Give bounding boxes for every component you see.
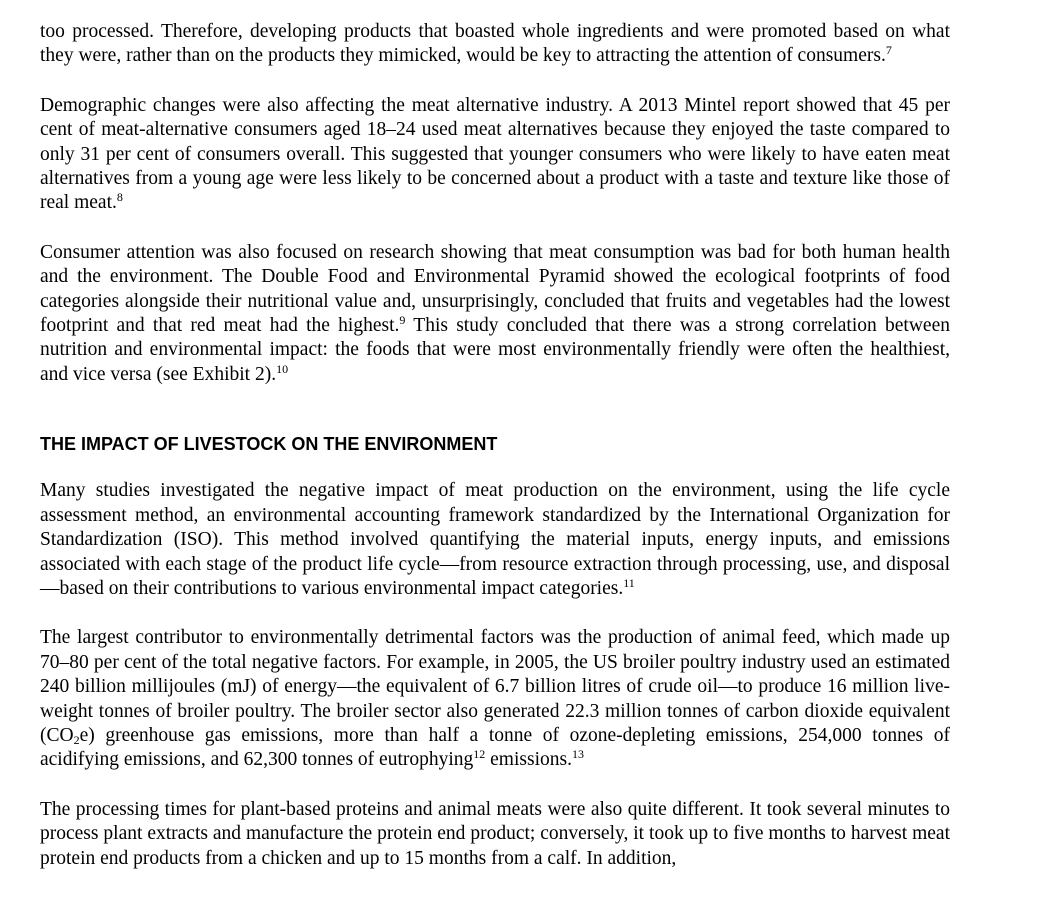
paragraph-text: emissions. [485, 749, 572, 771]
paragraph-text: too processed. Therefore, developing products that boasted whole ingredients and were promoted based on what they were, rather than on the products they mimicked, would be key to attracting the attention of consumers. [40, 21, 950, 67]
paragraph-consumer-attraction [40, 20, 950, 69]
footnote-marker: 10 [276, 361, 289, 376]
paragraph-text: This study concluded that there was a strong correlation between nutrition and environmental impact: the foods that were most environmentally friendly were often the healthiest, and vice versa (see Exhibit 2). [40, 315, 950, 385]
paragraph-text: Demographic changes were also affecting the meat alternative industry. A 2013 Mintel report showed that 45 per cent of meat-alternative consumers aged 18–24 used meat alternatives because they enjoyed the taste compared to only 31 per cent of consumers overall. This suggested that younger consumers who were likely to have eaten meat alternatives from a young age were less likely to be concerned about a product with a taste and texture like those of real meat. [40, 94, 950, 214]
paragraph-demographic-changes [40, 94, 950, 216]
footnote-marker: 7 [885, 43, 892, 58]
paragraph-text: The largest contributor to environmentally detrimental factors was the production of animal feed, which made up 70–80 per cent of the total negative factors. For example, in 2005, the US broiler poultry industry used an estimated 240 billion millijoules (mJ) of energy—the equivalent of 6.7 billion litres of crude oil—to produce 16 million live-weight tonnes of broiler poultry. The broiler sector also generated 22.3 million tonnes of carbon dioxide equivalent (CO [40, 627, 950, 746]
footnote-marker: 12 [473, 747, 486, 762]
footnote-marker: 13 [571, 747, 584, 762]
paragraph-animal-feed [40, 626, 950, 772]
paragraph-life-cycle-assessment [40, 479, 950, 601]
paragraph-processing-times [40, 798, 950, 871]
footnote-marker: 9 [399, 313, 406, 328]
paragraph-health-environment [40, 241, 950, 387]
subscript: 2 [73, 732, 80, 747]
paragraph-text: Consumer attention was also focused on research showing that meat consumption was bad for both human health and the environment. The Double Food and Environmental Pyramid showed the ecological footprints of food categories alongside their nutritional value and, unsurprisingly, concluded that fruits and vegetables had the lowest footprint and that red meat had the highest. [40, 241, 950, 337]
section-heading: THE IMPACT OF LIVESTOCK ON THE ENVIRONMENT [40, 434, 498, 455]
paragraph-text: Many studies investigated the negative impact of meat production on the environment, using the life cycle assessment method, an environmental accounting framework standardized by the International Organization for Standardization (ISO). This method involved quantifying the material inputs, energy inputs, and emissions associated with each stage of the product life cycle—from resource extraction through processing, use, and disposal—based on their contributions to various environmental impact categories. [40, 480, 950, 599]
footnote-marker: 8 [116, 190, 123, 205]
paragraph-text: e) greenhouse gas emissions, more than half a tonne of ozone-depleting emissions, 254,000 tonnes of acidifying emissions, and 62,300 tonnes of eutrophying [40, 724, 950, 771]
document-page [40, 20, 950, 871]
paragraph-text: The processing times for plant-based proteins and animal meats were also quite different. It took several minutes to process plant extracts and manufacture the protein end product; conversely, it took up to five months to harvest meat protein end products from a chicken and up to 15 months from a calf. In addition, [40, 798, 950, 869]
footnote-marker: 11 [623, 575, 635, 590]
